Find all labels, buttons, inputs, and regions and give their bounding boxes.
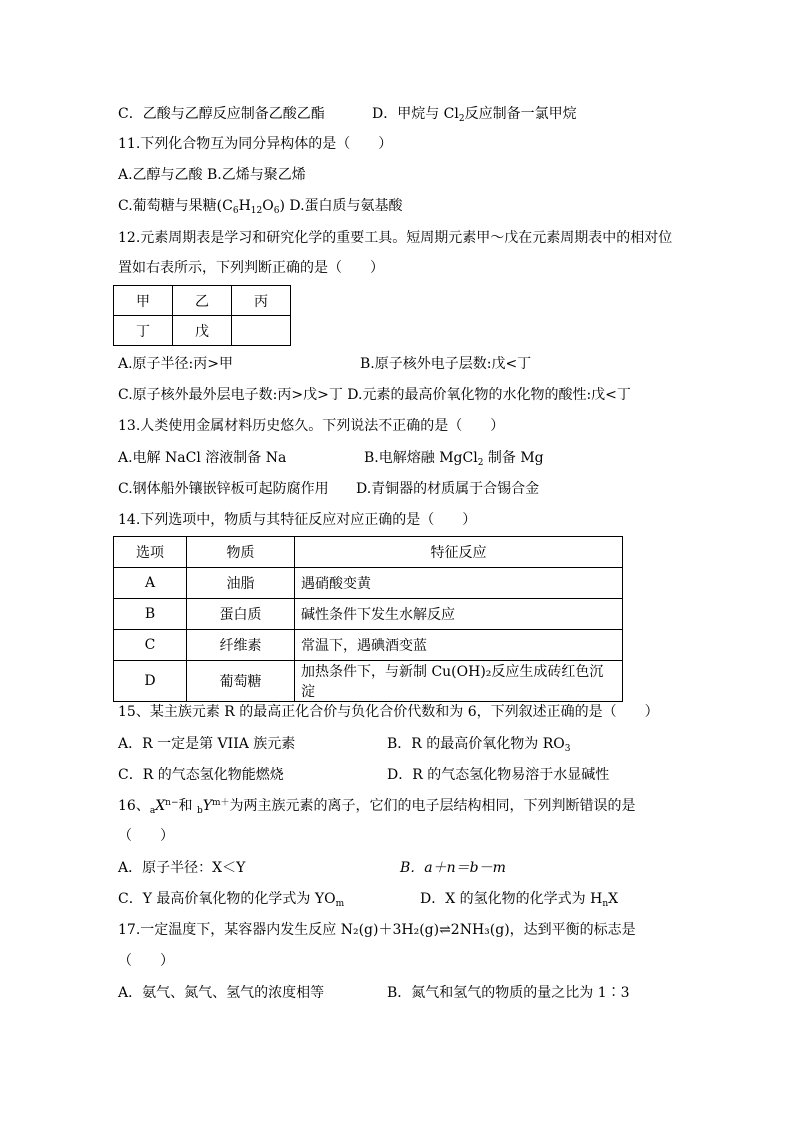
table-cell: 丙 [232, 286, 291, 316]
q10-option-d: D．甲烷与 $Cl_2$反应制备一氯甲烷 [372, 106, 577, 124]
column-header: 选项 [114, 537, 187, 568]
table-cell: A [114, 568, 187, 599]
reaction-table [113, 536, 623, 702]
q13-option-b: B.电解熔融 MgCl$_2$ 制备 Mg [364, 450, 544, 468]
q16-option-a: A．原子半径：X＜Y [118, 860, 246, 876]
q12-options-cd: C.原子核外最外层电子数:丙>戊>丁 D.元素的最高价氧化物的水化物的酸性:戊<丁 [118, 387, 631, 403]
q12-stem-line1: 12.元素周期表是学习和研究化学的重要工具。短周期元素甲～戊在元素周期表中的相对位 [118, 230, 673, 246]
table-cell: 加热条件下，与新制 Cu(OH)₂反应生成砖红色沉淀 [295, 661, 623, 702]
table-cell: 戊 [173, 316, 232, 346]
table-cell: 常温下，遇碘酒变蓝 [295, 630, 623, 661]
q15-option-d: D．R 的气态氢化物易溶于水显碱性 [387, 767, 610, 783]
q12-stem-line2: 置如右表所示，下列判断正确的是（ ） [118, 260, 384, 276]
q15-stem: 15、某主族元素 R 的最高正化合价与负化合价代数和为 6，下列叙述正确的是（ ） [118, 704, 659, 720]
table-cell [232, 316, 291, 346]
q16-answer-paren: （ ） [118, 828, 174, 844]
q15-option-b: B．R 的最高价氧化物为 $RO_3$ [387, 736, 571, 754]
table-row [114, 568, 623, 599]
q12-option-a: A.原子半径:丙>甲 [118, 356, 234, 372]
table-cell: B [114, 599, 187, 630]
table-cell: 丁 [114, 316, 173, 346]
q17-stem: 17.一定温度下，某容器内发生反应 N₂(g)＋3H₂(g)⇌2NH₃(g)，达到平衡的标志是 [118, 922, 636, 938]
table-row [114, 286, 291, 316]
table-header-row [114, 537, 623, 568]
table-cell: 纤维素 [187, 630, 295, 661]
periodic-position-table [113, 285, 291, 346]
q17-option-b: B．氮气和氢气的物质的量之比为 1∶3 [387, 985, 630, 1001]
table-cell: D [114, 661, 187, 702]
table-cell: 乙 [173, 286, 232, 316]
table-cell: 甲 [114, 286, 173, 316]
table-cell: 碱性条件下发生水解反应 [295, 599, 623, 630]
column-header: 特征反应 [295, 537, 623, 568]
table-row [114, 630, 623, 661]
table-row [114, 599, 623, 630]
q11-stem: 11.下列化合物互为同分异构体的是（ ） [118, 136, 393, 152]
q13-option-c: C.钢体船外镶嵌锌板可起防腐作用 [118, 481, 329, 497]
q13-option-a: A.电解 NaCl 溶液制备 Na [118, 450, 287, 466]
q16-option-c: C．Y 最高价氧化物的化学式为 $YO_m$ [118, 891, 345, 909]
q13-option-d: D.青铜器的材质属于合锡合金 [356, 481, 540, 497]
table-cell: 油脂 [187, 568, 295, 599]
q17-option-a: A．氨气、氮气、氢气的浓度相等 [118, 985, 325, 1001]
q16-stem: 16、$_aX^{n-}$和 $_bY^{m+}$为两主族元素的离子，它们的电子层结构相同，下列判断错误的是 [118, 798, 636, 816]
q11-options-cd: C.葡萄糖与果糖$(C_6H_{12}O_6)$ D.蛋白质与氨基酸 [118, 198, 403, 216]
table-row [114, 661, 623, 702]
q15-option-a: A．R 一定是第 VIIA 族元素 [118, 736, 296, 752]
q16-option-d: D．X 的氢化物的化学式为 $H_nX$ [420, 891, 619, 909]
table-cell: C [114, 630, 187, 661]
table-cell: 遇硝酸变黄 [295, 568, 623, 599]
table-cell: 葡萄糖 [187, 661, 295, 702]
column-header: 物质 [187, 537, 295, 568]
q10-option-c: C．乙酸与乙醇反应制备乙酸乙酯 [118, 106, 325, 122]
q11-options-ab: A.乙醇与乙酸 B.乙烯与聚乙烯 [118, 167, 306, 183]
table-cell: 蛋白质 [187, 599, 295, 630]
table-row [114, 316, 291, 346]
q16-option-b: B．a＋n＝b－m [400, 860, 506, 876]
q15-option-c: C．R 的气态氢化物能燃烧 [118, 767, 284, 783]
q17-answer-paren: （ ） [118, 953, 174, 969]
q13-stem: 13.人类使用金属材料历史悠久。下列说法不正确的是（ ） [118, 418, 505, 434]
q12-option-b: B.原子核外电子层数:戊<丁 [360, 356, 532, 372]
q14-stem: 14.下列选项中，物质与其特征反应对应正确的是（ ） [118, 512, 477, 528]
